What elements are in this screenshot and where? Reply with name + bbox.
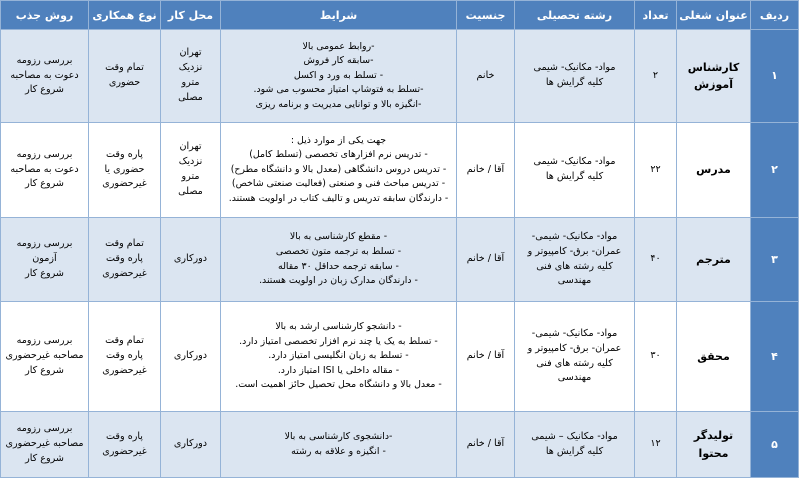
job-title: کارشناس آموزش: [677, 30, 751, 123]
gender: آقا / خانم: [457, 123, 515, 218]
table-row: [1, 218, 799, 302]
row-index: ۴: [751, 302, 799, 412]
cooperation-type: تمام وقت حضوری: [89, 30, 161, 123]
header-conditions: شرایط: [221, 1, 457, 30]
header-row: [1, 1, 799, 30]
row-index: ۵: [751, 412, 799, 478]
study-field: مواد- مکانیک- شیمی کلیه گرایش ها: [515, 123, 635, 218]
job-count: ۲۲: [635, 123, 677, 218]
conditions: - دانشجو کارشناسی ارشد به بالا - تسلط به یک یا چند نرم افزار تخصصی امتیاز دارد. - تسلط به زبان انگلیسی امتیاز دارد. - مقاله داخلی یا ISI امتیاز دارد. - معدل بالا و دانشگاه محل تحصیل حائز اهمیت است.: [221, 302, 457, 412]
job-count: ۲: [635, 30, 677, 123]
job-count: ۴۰: [635, 218, 677, 302]
header-field: رشته تحصیلی: [515, 1, 635, 30]
recruitment-method: بررسی رزومه دعوت به مصاحبه شروع کار: [1, 30, 89, 123]
job-title: محقق: [677, 302, 751, 412]
cooperation-type: پاره وقت غیرحضوری: [89, 412, 161, 478]
job-count: ۳۰: [635, 302, 677, 412]
job-title: مدرس: [677, 123, 751, 218]
header-location: محل کار: [161, 1, 221, 30]
table-row: [1, 123, 799, 218]
recruitment-method: بررسی رزومه مصاحبه غیرحضوری شروع کار: [1, 302, 89, 412]
recruitment-method: بررسی رزومه دعوت به مصاحبه شروع کار: [1, 123, 89, 218]
conditions: جهت یکی از موارد ذیل : - تدریس نرم افزارهای تخصصی (تسلط کامل) - تدریس دروس دانشگاهی (معدل بالا و دانشگاه مطرح) - تدریس مباحث فنی و صنعتی (فعالیت صنعتی شاخص) - دارندگان سابقه تدریس و تالیف کتاب در اولویت هستند.: [221, 123, 457, 218]
work-location: دورکاری: [161, 412, 221, 478]
job-count: ۱۲: [635, 412, 677, 478]
study-field: مواد- مکانیک- شیمی کلیه گرایش ها: [515, 30, 635, 123]
gender: خانم: [457, 30, 515, 123]
table-row: [1, 302, 799, 412]
table-row: [1, 30, 799, 123]
header-index: ردیف: [751, 1, 799, 30]
work-location: تهران نزدیک مترو مصلی: [161, 123, 221, 218]
cooperation-type: تمام وقت پاره وقت غیرحضوری: [89, 218, 161, 302]
recruitment-method: بررسی رزومه آزمون شروع کار: [1, 218, 89, 302]
cooperation-type: پاره وقت حضوری یا غیرحضوری: [89, 123, 161, 218]
job-title: تولیدگر محتوا: [677, 412, 751, 478]
work-location: تهران نزدیک مترو مصلی: [161, 30, 221, 123]
conditions: - مقطع کارشناسی به بالا - تسلط به ترجمه متون تخصصی - سابقه ترجمه حداقل ۳۰ مقاله - دارندگان مدارک زبان در اولویت هستند.: [221, 218, 457, 302]
header-type: نوع همکاری: [89, 1, 161, 30]
row-index: ۱: [751, 30, 799, 123]
header-count: تعداد: [635, 1, 677, 30]
cooperation-type: تمام وقت پاره وقت غیرحضوری: [89, 302, 161, 412]
header-title: عنوان شغلی: [677, 1, 751, 30]
study-field: مواد- مکانیک – شیمی کلیه گرایش ها: [515, 412, 635, 478]
row-index: ۳: [751, 218, 799, 302]
job-title: مترجم: [677, 218, 751, 302]
gender: آقا / خانم: [457, 218, 515, 302]
work-location: دورکاری: [161, 302, 221, 412]
work-location: دورکاری: [161, 218, 221, 302]
conditions: -دانشجوی کارشناسی به بالا - انگیزه و علاقه به رشته: [221, 412, 457, 478]
header-method: روش جذب: [1, 1, 89, 30]
table-row: [1, 412, 799, 478]
gender: آقا / خانم: [457, 412, 515, 478]
recruitment-method: بررسی رزومه مصاحبه غیرحضوری شروع کار: [1, 412, 89, 478]
row-index: ۲: [751, 123, 799, 218]
study-field: مواد- مکانیک- شیمی- عمران- برق- کامپیوتر و کلیه رشته های فنی مهندسی: [515, 302, 635, 412]
study-field: مواد- مکانیک- شیمی- عمران- برق- کامپیوتر و کلیه رشته های فنی مهندسی: [515, 218, 635, 302]
header-gender: جنسیت: [457, 1, 515, 30]
gender: آقا / خانم: [457, 302, 515, 412]
conditions: -روابط عمومی بالا -سابقه کار فروش - تسلط به ورد و اکسل -تسلط به فتوشاپ امتیاز محسوب می شود. -انگیزه بالا و توانایی مدیریت و برنامه ریزی: [221, 30, 457, 123]
